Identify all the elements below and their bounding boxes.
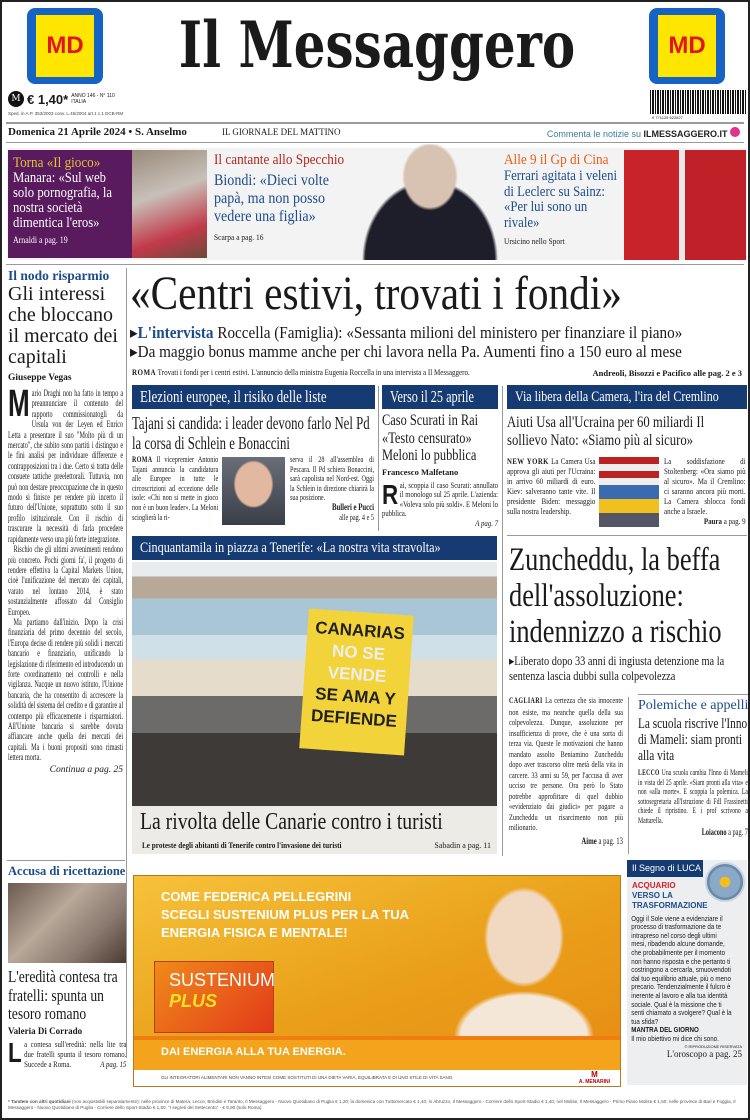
md-logo-text: MD xyxy=(36,15,94,77)
elezioni-article[interactable] xyxy=(132,385,375,453)
ukraine-flags-photo xyxy=(599,457,659,527)
headline: Gli interessi che bloccano il mercato dei capitali xyxy=(8,283,118,368)
zuncheddu-sub: ▸Liberato dopo 33 anni di ingiusta detenzione ma la sentenza lascia dubbi sulla colpevolezza xyxy=(509,654,725,683)
place: LECCO xyxy=(638,768,660,777)
kicker: Polemiche e appelli xyxy=(638,698,749,713)
elezioni-col1 xyxy=(132,455,218,522)
continue-ref[interactable]: Continua a pag. 25 xyxy=(49,764,123,775)
author: Paura xyxy=(703,517,723,526)
tagline: IL GIORNALE DEL MATTINO xyxy=(222,127,341,137)
sign-line: SE AMA Y xyxy=(314,684,397,709)
body xyxy=(8,1036,127,1069)
left-column-article[interactable] xyxy=(8,268,123,775)
section-bar xyxy=(132,536,497,560)
section-bar: Il Segno di LUCA xyxy=(627,860,703,877)
md-ad-logo-right[interactable] xyxy=(649,8,725,84)
body xyxy=(638,768,748,838)
md-logo-text: MD xyxy=(658,15,716,77)
authors: Bulleri e Pucci xyxy=(332,501,374,512)
lead-headline[interactable]: «Centri estivi, trovati i fondi» xyxy=(130,267,622,320)
ad-disclaimer: GLI INTEGRATORI ALIMENTARI NON VANNO INTESI COME SOSTITUTI DI UNA DIETA VARIA, EQUILIBRATA E DI UNO STILE DI VITA SANO. xyxy=(134,1070,620,1086)
kicker: Torna «Il gioco» xyxy=(13,155,101,171)
text: La certezza che sia innocente non esiste, ma neanche quella della sua colpevolezza. Dunque, assoluzione per insufficienza di prove, che è una sorta di terza via. Queste le motivazioni che hanno mandato assolto Beniamino Zuncheddu dopo aver trascorso oltre metà della vita in carcere. 33 anni su 59, per l'accusa di aver ucciso tre persone. Ora però lo Stato potrebbe approfittare di quel dubbio «evidenziato dai giudici» per pagare a Zuncheddu un risarcimento non più milionario. xyxy=(509,695,623,832)
section-bar xyxy=(382,385,498,409)
issue: ANNO 146 - N° 110 xyxy=(71,93,115,99)
headline: La rivolta delle Canarie contro i turisti xyxy=(140,809,443,835)
text: La Camera Usa approva gli aiuti per l'Ucraina: in arrivo 60 miliardi di euro. Kiev: salveranno tante vite. Il presidente Biden: messaggio sulla nostra leadership. xyxy=(507,457,596,516)
page-ref: L'oroscopo a pag. 25 xyxy=(666,1048,742,1059)
page-ref: Sabadin a pag. 11 xyxy=(434,841,491,850)
article-body xyxy=(8,383,124,763)
section-bar xyxy=(507,385,747,409)
kicker: L'intervista xyxy=(137,323,214,342)
byline: Giuseppe Vegas xyxy=(8,373,72,383)
comment-text: Commenta le notizie su xyxy=(546,129,644,139)
bar-text: Elezioni europee, il risiko delle liste xyxy=(140,387,327,406)
text: serva il 28 all'assemblea di Pescara. Il Pd schiera Bonaccini, sarà capolista nel Nord-est. Oggi la Schlein in direzione chiarirà la sua posizione. xyxy=(290,455,374,503)
manara-teaser[interactable] xyxy=(8,150,132,258)
text: Oggi il Sole viene a evidenziare il processo di trasformazione da te intrapreso nel corso degli ultimi mesi, ribadendo alcune domande, che probabilmente per il momento non hanno risposta e che pertanto ti costringono a cercarla, smuovendoti dal tuo equilibrio attuale, più o meno precario. Tendenzialmente il fulcro è inerente al lavoro e alla tua identità sociale. Qual è la missione che ti senti chiamato a svolgere? Qual è la tua sfida? xyxy=(631,913,732,1026)
zodiac-wheel-icon xyxy=(705,862,745,902)
canarie-article[interactable] xyxy=(132,536,497,560)
sign-line: CANARIAS xyxy=(314,618,406,644)
kicker: Alle 9 il Gp di Cina xyxy=(504,152,609,168)
ad-headline-line: ENERGIA FISICA E MENTALE! xyxy=(161,925,348,940)
headline: Aiuti Usa all'Ucraina per 60 miliardi Il sollievo Nato: «Siamo più al sicuro» xyxy=(507,414,705,449)
dropcap: R xyxy=(382,478,399,510)
text: La soddisfazione di Stoltenberg: «Ora siamo più al sicuro». Ma il Cremlino: ci saranno ancora più morti. La Camera sblocca fondi anche a Israele. xyxy=(664,457,746,516)
barcode xyxy=(650,90,746,114)
ucraina-col2 xyxy=(664,457,746,527)
lead-subhead-1: ▸L'intervista Roccella (Famiglia): «Sessanta milioni del ministero per finanziare il piano» xyxy=(130,323,683,342)
bar-text: Verso il 25 aprile xyxy=(390,387,474,406)
dropcap: L xyxy=(8,1036,22,1068)
country: ITALIA xyxy=(71,99,87,105)
zuncheddu-body xyxy=(509,695,623,846)
bar-text: Cinquantamila in piazza a Tenerife: «La nostra vita stravolta» xyxy=(140,540,441,556)
product-name: SUSTENIUM xyxy=(169,970,276,990)
place: NEW YORK xyxy=(507,457,549,466)
biondi-teaser[interactable] xyxy=(214,152,359,242)
sign: ACQUARIO xyxy=(632,880,676,890)
lead-summary xyxy=(132,368,470,377)
page-ref: Ursicino nello Sport xyxy=(504,236,565,246)
page-ref: Arnaldi a pag. 19 xyxy=(13,235,68,245)
menarini-logo: M A. MENARINI xyxy=(578,1070,610,1085)
postal-info: Sped. in A.P. 353/2003 conv. L.46/2004 art.1 c.1 DCB-RM xyxy=(8,111,124,116)
tajani-photo xyxy=(222,457,285,525)
text: a contesa sull'eredità: nella lite tra due fratelli spunta il tesoro romano. Succede a Roma. xyxy=(24,1038,127,1069)
m-logo-icon: M xyxy=(8,91,24,107)
sign-line: VENDE xyxy=(327,662,387,687)
biondi-photo xyxy=(362,144,498,260)
federica-pellegrini-photo xyxy=(454,884,594,1036)
brand: A. MENARINI xyxy=(578,1079,610,1085)
headline: Caso Scurati in Rai «Testo censurato» Meloni lo pubblica xyxy=(382,412,479,464)
headline: Biondi: «Dieci volte papà, ma non posso vedere una figlia» xyxy=(214,172,329,225)
page-ref: a pag. 9 xyxy=(722,517,746,526)
product-name-2: PLUS xyxy=(169,991,218,1011)
byline: Valeria Di Corrado xyxy=(8,1025,83,1036)
author: Aime xyxy=(581,835,597,846)
author: Loiacono xyxy=(701,826,727,837)
scurati-article[interactable] xyxy=(382,385,498,528)
text: Una scuola cambia l'Inno di Mameli in vista del 25 aprile. «Siam pronti alla vita» e non «alla morte». E scoppia la polemica. La sottosegretaria all'Istruzione di FdI Frassinetti chiede il ripristino. E i prof scrivono a Mattarella. xyxy=(638,768,748,825)
ad-headline-line: SCEGLI SUSTENIUM PLUS PER LA TUA xyxy=(161,907,409,922)
ucraina-col1 xyxy=(507,457,595,517)
subhead-text: Liberato dopo 33 anni di ingiusta detenzione ma la sentenza lascia dubbi sulla colpevolezza xyxy=(509,654,725,683)
text: ai, scoppia il caso Scurati: annullato il monologo sul 25 aprile. L'azienda: «Voleva solo più soldi». E Meloni lo pubblica. xyxy=(382,480,498,519)
body xyxy=(382,478,498,529)
protest-sign xyxy=(299,609,414,756)
tenerife-protest-photo xyxy=(132,562,497,806)
paragraph: Rischio che gli ultimi avvenimenti rendono più concreto. Pochi giorni fa', il progetto di rendere effettiva la Capital Markets Union, cioè l'unificazione del mercato dei capitali, varato nel lontano 2014, è stato sostanzialmente affossato dal Consiglio Europeo. xyxy=(8,544,124,617)
page-ref: A pag. 15 xyxy=(100,1058,127,1069)
tesoro-article[interactable] xyxy=(8,864,126,1069)
headline: Ferrari agitata i veleni di Leclerc su Sainz: «Per lui sono un rivale» xyxy=(504,168,618,231)
paragraph: ario Draghi non ha fatto in tempo a preannunciare il contenuto del rapporto commissionatogli da Ursula von der Leyen ed Enrico Letta a presentare il suo "Molto più di un mercato", che subito sono partiti i distinguo e le fini analisi per individuare differenze e contrapposizioni tra i due. Certo si tratta delle consuete tattiche preelettorali. Tuttavia, non può non destare preoccupazione che in questo modo si finisce per rendere più incerto il futuro dell'Unione, soprattutto sotto il suo profilo istituzionale. Con il rischio di trascurare la necessità di farla procedere rapidamente verso una più forte integrazione. xyxy=(8,388,124,544)
headline: L'eredità contesa tra fratelli: spunta un tesoro romano xyxy=(8,967,118,1023)
footer-text: (non acquistabili separatamente): nelle province di Matera, Lecce, Brindisi e Taranto, Il Messaggero - Nuovo Quotidiano di Puglia € 1,20; la domenica con Tuttomercato € 1,40; in Abruzzo, Il Messaggero - Corriere dello Sport-Stadio € 1,40; nel Molise, Il Messaggero - Primo Piano Molise € 1,50; nelle province di Bari e Foggia, Il Messaggero - Nuovo Quotidiano di Puglia - Corriere dello Sport-Stadio € 1,50. "I segreti del Settecento" - € 6,90 (solo Roma) xyxy=(8,1099,736,1110)
page-ref[interactable]: Andreoli, Bisozzi e Pacifico alle pag. 2 e 3 xyxy=(592,368,742,378)
section-bar xyxy=(132,385,375,409)
kicker: Il nodo risparmio xyxy=(8,268,110,283)
place: ROMA xyxy=(132,455,153,464)
oroscopo-box[interactable] xyxy=(627,860,747,1085)
md-ad-logo-left[interactable] xyxy=(27,8,103,84)
manara-photo xyxy=(132,150,207,258)
masthead-title: Il Messaggero xyxy=(178,8,576,83)
product-box xyxy=(154,961,274,1033)
rights: © RIPRODUZIONE RISERVATA xyxy=(684,1043,742,1049)
footer-note xyxy=(8,1099,746,1111)
tesoro-photo xyxy=(8,883,126,963)
page-ref: A pag. 7 xyxy=(475,517,498,528)
headline: Manara: «Sul web solo pornografia, la nostra società dimentica l'eros» xyxy=(13,170,113,231)
byline: Francesco Malfetano xyxy=(382,466,459,477)
bar-text: Via libera della Camera, l'ira del Cremlino xyxy=(515,389,719,405)
comment-link[interactable] xyxy=(547,127,740,139)
summary: Le proteste degli abitanti di Tenerife contro l'invasione dei turisti xyxy=(142,841,342,850)
kicker: Il cantante allo Specchio xyxy=(214,152,345,168)
barcode-number: 9 771129 622527 xyxy=(652,115,683,120)
ferrari-drivers-photo xyxy=(624,150,746,260)
zuncheddu-headline[interactable]: Zuncheddu, la beffa dell'assoluzione: indennizzo a rischio xyxy=(509,542,722,650)
mameli-article[interactable] xyxy=(638,694,748,838)
subhead-text: Da maggio bonus mamme anche per chi lavora nella Pa. Aumenti fino a 150 euro al mese xyxy=(137,342,682,361)
headline: La scuola riscrive l'Inno di Mameli: siam pronti alla vita xyxy=(638,716,748,764)
sustenium-ad[interactable] xyxy=(133,875,621,1087)
canarie-caption xyxy=(132,806,497,854)
lead-subhead-2: ▸Da maggio bonus mamme anche per chi lavora nella Pa. Aumenti fino a 150 euro al mese xyxy=(130,342,682,361)
subhead-text: Roccella (Famiglia): «Sessanta milioni del ministero per finanziare il piano» xyxy=(213,323,683,342)
page-ref: a pag. 7 xyxy=(726,826,748,837)
mantra-label: MANTRA DEL GIORNO xyxy=(631,1025,699,1035)
elezioni-col2 xyxy=(290,455,374,522)
price-block xyxy=(8,91,115,107)
summary-text: Trovati i fondi per i centri estivi. L'annuncio della ministra Eugenia Roccella in una intervista a Il Messaggero. xyxy=(156,368,470,377)
paragraph: Ma partiamo dall'inizio. Dopo la crisi finanziaria del primo decennio del secolo, l'Europa decise di rendere più solidi i mercati bancario e finanziario, unificando la legislazione di riferimento ed introducendo un forte coordinamento nei controlli e nella vigilanza. Nacque un nuovo istituto, l'Unione bancaria, che ha consentito di accrescere la solidità del sistema del credito e di garantire al contempo più efficacemente i risparmiatori. All'Unione bancaria si sarebbe dovuta affiancare anche quella dei mercati dei capitali. Ma i buoni propositi sono rimasti lettera morta. xyxy=(8,616,124,763)
dropcap: M xyxy=(8,383,30,425)
price: € 1,40* xyxy=(27,91,69,107)
date: Domenica 21 Aprile 2024 • S. Anselmo xyxy=(8,126,187,138)
ferrari-teaser[interactable] xyxy=(504,152,622,246)
ad-headline-line: COME FEDERICA PELLEGRINI xyxy=(161,889,352,904)
title: VERSO LA TRASFORMAZIONE xyxy=(632,890,708,910)
site-name: ILMESSAGGERO.IT xyxy=(643,129,728,139)
sign-line: NO SE xyxy=(331,641,386,664)
kicker: Accusa di ricettazione xyxy=(8,864,126,878)
ucraina-article[interactable] xyxy=(507,385,747,450)
mantra: Il mio obiettivo mi dice chi sono. xyxy=(631,1033,719,1043)
horoscope-body xyxy=(627,911,738,1044)
page-ref: Scarpa a pag. 16 xyxy=(214,232,264,242)
page-ref: a pag. 13 xyxy=(596,835,623,846)
sign-line: DEFIENDE xyxy=(310,705,398,731)
place: CAGLIARI xyxy=(509,696,543,705)
footer-bold: * Tandem con altri quotidiani xyxy=(8,1099,71,1104)
comment-icon xyxy=(730,127,740,137)
ad-tagline: DAI ENERGIA ALLA TUA ENERGIA. xyxy=(161,1046,346,1058)
page-ref: alle pag. 4 e 5 xyxy=(339,512,374,522)
place: ROMA xyxy=(132,368,157,377)
text: Il vicepremier Antonio Tajani annuncia la candidatura alle Europee in tutte le circoscrizioni ad eccezione delle isole: «Chi non si mette in gioco non è un buon leader». La Meloni scioglierà la ri- xyxy=(132,455,219,522)
headline: Tajani si candida: i leader devono farlo Nel Pd la corsa di Schlein e Bonaccini xyxy=(132,413,370,453)
